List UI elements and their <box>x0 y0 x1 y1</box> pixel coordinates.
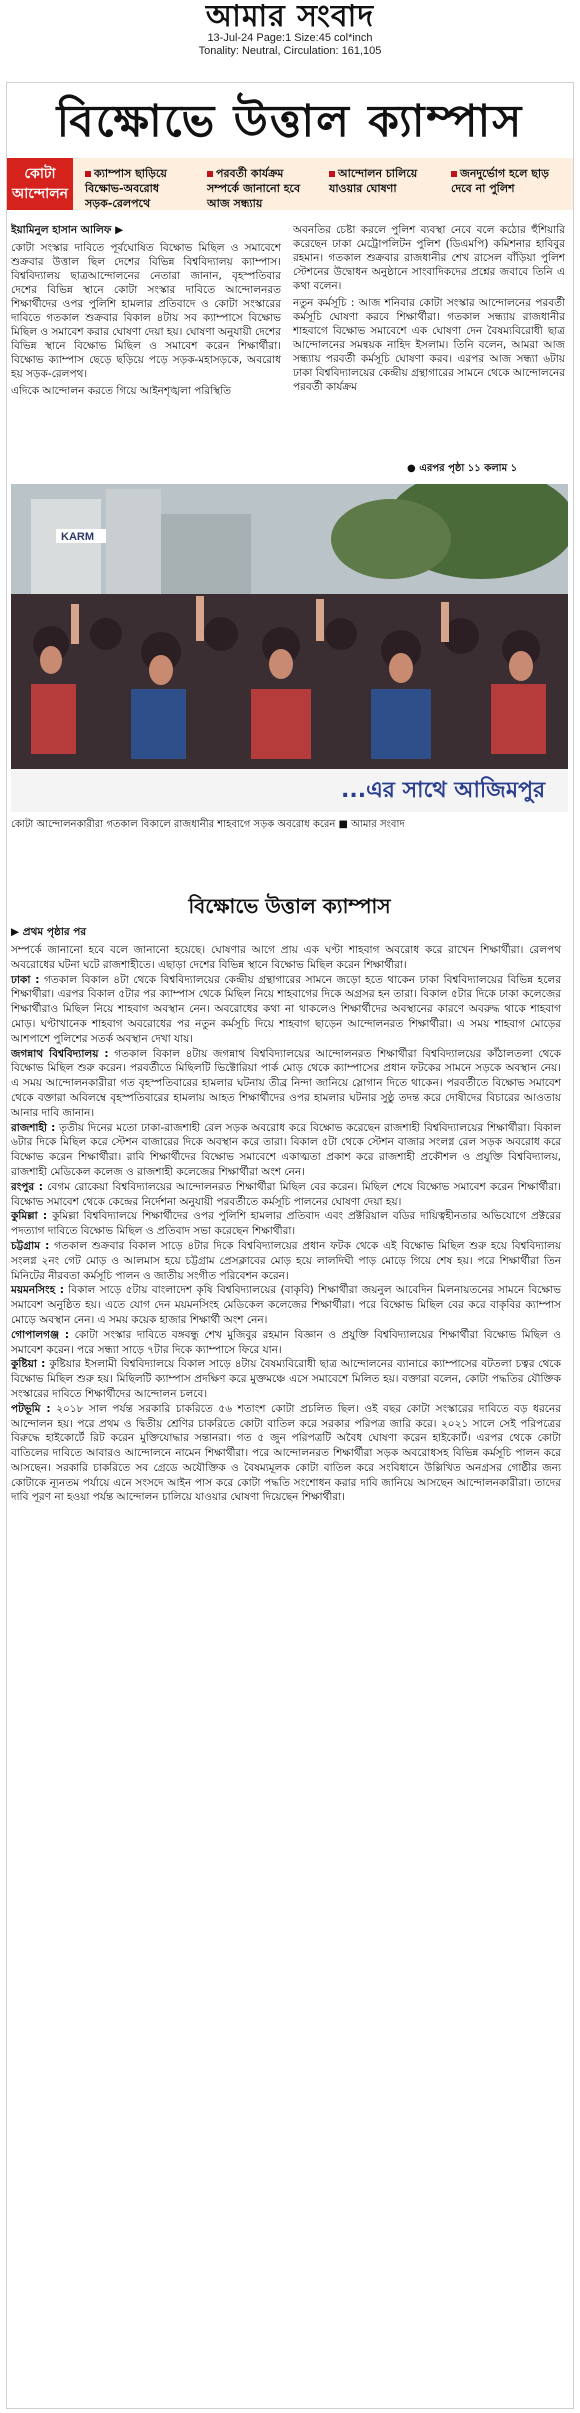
body-paragraph: রাজশাহী : তৃতীয় দিনের মতো ঢাকা-রাজশাহী রেল সড়ক অবরোধ করে বিক্ষোভ করেছেন রাজশাহী বিশ্ববিদ্যালয়ের শিক্ষার্থীরা। বিকাল ৬টার দিকে মিছিল করে স্টেশন বাজারের দিকে অবস্থান করে তারা। বিকাল ৫টা থেকে স্টেশন বাজার সংলগ্ন রেল সড়ক অবরোধ করে বিক্ষোভ করেন শিক্ষার্থীরা। রাবি শিক্ষার্থীদের বিক্ষোভ সমাবেশে একাত্মতা প্রকাশ করে রাজশাহী প্রকৌশল ও প্রযুক্তি বিশ্ববিদ্যালয়, রাজশাহী মেডিকেল কলেজ ও রাজশাহী কলেজের শিক্ষার্থীরা অংশ নেন। <box>11 1121 561 1178</box>
bullet-square-icon <box>85 171 91 177</box>
photo-banner-text: ...এর সাথে আজিমপুর <box>341 778 546 803</box>
continued-marker: ● এরপর পৃষ্ঠা ১১ কলাম ১ <box>407 463 518 474</box>
body-paragraph: রংপুর : বেগম রোকেয়া বিশ্ববিদ্যালয়ের আন্দোলনরত শিক্ষার্থীরা মিছিল বের করেন। মিছিল শেষে বিক্ষোভ সমাবেশ করেন শিক্ষার্থীরা। বিক্ষোভ সমাবেশ থেকে কেন্দ্রের নির্দেশনা অনুযায়ী পরবর্তীতে কর্মসূচি পালনের ঘোষণা দেয়া হয়। <box>11 1180 561 1208</box>
continuation-kicker: ▶ প্রথম পৃষ্ঠার পর <box>11 926 87 938</box>
protest-photo-illustration <box>11 484 568 812</box>
section-tag: কোটা আন্দোলন <box>7 158 73 210</box>
topic-item: ক্যাম্পাস ছাড়িয়ে বিক্ষোভ-অবরোধ সড়ক-রেলপথে <box>85 167 167 210</box>
body-paragraph: পটভূমি : ২০১৮ সাল পর্যন্ত সরকারি চাকরিতে ৫৬ শতাংশ কোটা প্রচলিত ছিল। ওই বছর কোটা সংস্কারের দাবিতে বড় ধরনের আন্দোলন হয়। পরে প্রথম ও দ্বিতীয় শ্রেণির চাকরিতে কোটা বাতিল করে সরকার পরিপত্র জারি করে। ২০২১ সালে সেই পরিপত্রের বিরুদ্ধে হাইকোর্টে রিট করেন মুক্তিযোদ্ধার সন্তানরা। গত ৫ জুন পরিপত্রটি অবৈধ ঘোষণা করেন হাইকোর্ট। এরপর থেকে কোটা বাতিলের দাবিতে আবারও আন্দোলনে নামেন শিক্ষার্থীরা। পরে আন্দোলনরত শিক্ষার্থীরা সড়ক অবরোধসহ বিভিন্ন কর্মসূচি পালন করে আসছেন। সরকারি চাকরিতে সব গ্রেডে অযৌক্তিক ও বৈষম্যমূলক কোটা বাতিল করে সংবিধানে উল্লিখিত অনগ্রসর গোষ্ঠীর জন্য কোটাকে ন্যূনতম পর্যায়ে এনে সংসদে আইন পাস করে কোটা পদ্ধতি সংশোধন করার দাবি জানিয়ে আসছেন আন্দোলনকারীরা। তাদের দাবি পূরণ না হওয়া পর্যন্ত আন্দোলন চালিয়ে যাওয়ার ঘোষণা দিয়েছেন শিক্ষার্থীরা। <box>11 1402 561 1504</box>
bullet-square-icon <box>451 171 457 177</box>
continuation-body <box>11 943 561 1505</box>
body-paragraph: কুষ্টিয়া : কুষ্টিয়ার ইসলামী বিশ্ববিদ্যালয়ে বিকাল সাড়ে ৪টায় বৈষম্যবিরোধী ছাত্র আন্দোলনের ব্যানারে ক্যাম্পাসের বটতলা চত্বর থেকে বিক্ষোভ মিছিল শুরু হয়। মিছিলটি ক্যাম্পাস প্রদক্ষিণ করে মুক্তমঞ্চে এসে সমাবেশে মিলিত হয়। বক্তারা বলেন, কোটা পদ্ধতির যৌক্তিক সংস্কারের দাবিতে শিক্ষার্থীদের আন্দোলন চলবে। <box>11 1358 562 1400</box>
masthead <box>0 0 580 60</box>
topic-strip <box>7 158 573 210</box>
bullet-square-icon <box>329 171 335 177</box>
bullet-square-icon <box>207 171 213 177</box>
protest-photo <box>11 484 568 812</box>
photo-sign-text: KARM <box>61 531 94 543</box>
continuation-headline: বিক্ষোভে উত্তাল ক্যাম্পাস <box>188 894 391 918</box>
byline: ইয়ামিনুল হাসান আলিফ ▶ <box>11 224 124 236</box>
topic-item: পরবর্তী কার্যক্রম সম্পর্কে জানানো হবে আজ সন্ধ্যায় <box>207 167 301 210</box>
body-paragraph: ময়মনসিংহ : বিকাল সাড়ে ৫টায় বাংলাদেশ কৃষি বিশ্ববিদ্যালয়ের (বাকৃবি) শিক্ষার্থীরা জয়নুল আবেদিন মিলনায়তনের সামনে বিক্ষোভ সমাবেশ অনুষ্ঠিত হয়। এতে যোগ দেন ময়মনসিংহ মেডিকেল কলেজের শিক্ষার্থীরা। পরে বিক্ষোভ মিছিল বের করে বাকৃবির ক্যাম্পাস মোড়ে অবস্থান নেন। এ সময় কয়েক হাজার শিক্ষার্থী অংশ নেন। <box>11 1284 561 1326</box>
main-headline: বিক্ষোভে উত্তাল ক্যাম্পাস <box>56 96 524 147</box>
clip-meta-tonality: Tonality: Neutral, Circulation: 161,105 <box>198 45 382 57</box>
topic-item: জনদুর্ভোগ হলে ছাড় দেবে না পুলিশ <box>451 167 549 195</box>
body-paragraph: সম্পর্কে জানানো হবে বলে জানানো হয়েছে। ঘোষণার আগে প্রায় এক ঘণ্টা শাহবাগ অবরোধ করে রাখেন শিক্ষার্থীরা। রেলপথ অবরোধের ঘটনা ঘটে রাজশাহীতে। এছাড়া দেশের বিভিন্ন স্থানে বিক্ষোভ মিছিল করেন শিক্ষার্থীরা। <box>11 944 561 971</box>
body-paragraph: জগন্নাথ বিশ্ববিদ্যালয় : গতকাল বিকাল ৪টায় জগন্নাথ বিশ্ববিদ্যালয়ের আন্দোলনরত শিক্ষার্থীরা বিশ্ববিদ্যালয়ের কাঁঠালতলা থেকে বিক্ষোভ মিছিল শুরু করেন। পরবর্তীতে মিছিলটি ভিক্টোরিয়া পার্ক মোড় থেকে ক্যাম্পাসের প্রধান ফটকের সামনে সড়কে অবস্থান নেয়। এ সময় আন্দোলনকারীরা গত বৃহস্পতিবারের হামলার ঘটনায় তীব্র নিন্দা জানিয়ে স্লোগান দিতে থাকেন। পরবর্তীতে বিক্ষোভ সমাবেশ থেকে বক্তারা অবিলম্বে বৃহস্পতিবারের হামলায় আহত শিক্ষার্থীদের ওপর হামলার ঘটনার সুষ্ঠু তদন্ত করে দোষীদের বিচারের আওতায় আনার দাবি জানান। <box>11 1047 562 1119</box>
newspaper-name: আমার সংবাদ <box>205 0 375 34</box>
news-clipping <box>6 82 574 2409</box>
lead-paragraph: কোটা সংস্কার দাবিতে পূর্বঘোষিত বিক্ষোভ মিছিল ও সমাবেশে শুক্রবার উত্তাল ছিল দেশের বিভিন্ন বিশ্ববিদ্যালয় ক্যাম্পাস। বিশ্ববিদ্যালয় ছাত্রআন্দোলনের নেতারা জানান, বৃহস্পতিবার দেশের বিভিন্ন স্থানে কোটা সংস্কার দাবিতে আন্দোলনরত শিক্ষার্থীদের ওপর পুলিশি হামলার প্রতিবাদে ও কোটা সংস্কারের দাবিতে গতকাল শুক্রবার বিকাল ৪টায় সব ক্যাম্পাসে বিক্ষোভ মিছিল ও সমাবেশ করার ঘোষণা দেয়া হয়। ঘোষণা অনুযায়ী দেশের বিভিন্ন স্থানে বিক্ষোভ মিছিল ও সমাবেশ করেন শিক্ষার্থীরা। বিক্ষোভ ক্যাম্পাস ছেড়ে ছড়িয়ে পড়ে সড়ক-মহাসড়কে, অবরোধ হয় সড়ক-রেলপথ। <box>11 242 281 380</box>
lead-paragraph: নতুন কর্মসূচি : আজ শনিবার কোটা সংস্কার আন্দোলনের পরবর্তী কর্মসূচি ঘোষণা করবে শিক্ষার্থীরা। গতকাল সন্ধ্যায় রাজধানীর শাহবাগে বিক্ষোভ সমাবেশে এক ঘোষণা দেন বৈষম্যবিরোধী ছাত্র আন্দোলনের সমন্বয়ক নাহিদ ইসলাম। তিনি বলেন, আমরা আজ সন্ধ্যায় পরবর্তী কর্মসূচি ঘোষণা করব। এরপর আজ সন্ধ্যা ৬টায় ঢাকা বিশ্ববিদ্যালয়ের কেন্দ্রীয় গ্রন্থাগারের সামনে থেকে আন্দোলনের পরবর্তী কার্যক্রম <box>293 297 565 393</box>
lead-paragraph: এদিকে আন্দোলন করতে গিয়ে আইনশৃঙ্খলা পরিস্থিতি <box>11 385 231 397</box>
clip-meta-date: 13-Jul-24 Page:1 Size:45 col*inch <box>207 32 373 44</box>
photo-caption: কোটা আন্দোলনকারীরা গতকাল বিকালে রাজধানীর শাহবাগে সড়ক অবরোধ করেন ■ আমার সংবাদ <box>11 819 405 830</box>
body-paragraph: চট্টগ্রাম : গতকাল শুক্রবার বিকাল সাড়ে ৪টার দিকে বিশ্ববিদ্যালয়ের প্রধান ফটক থেকে এই বিক্ষোভ মিছিল শুরু হয়ে বিশ্ববিদ্যালয় সংলগ্ন ২নং গেট মোড় ও আলমাস হয়ে চট্টগ্রাম প্রেসক্লাবের মোড় হয়ে লালদিঘী পাড় মোড়ে গিয়ে শেষ হয়। পরে শিক্ষার্থীরা তিন মিনিটের নীরবতা কর্মসূচি পালন ও জাতীয় সংগীত পরিবেশন করেন। <box>11 1239 562 1282</box>
body-paragraph: কুমিল্লা : কুমিল্লা বিশ্ববিদ্যালয়ে শিক্ষার্থীদের ওপর পুলিশি হামলার প্রতিবাদ এবং প্রক্টরিয়াল বডির দায়িত্বহীনতার অভিযোগে প্রক্টরের পদত্যাগ দাবিতে বিক্ষোভ মিছিল ও প্রতিবাদ সভা করেছেন শিক্ষার্থীরা। <box>11 1210 561 1238</box>
lead-paragraph: অবনতির চেষ্টা করলে পুলিশ ব্যবস্থা নেবে বলে কঠোর হুঁশিয়ারি করেছেন ঢাকা মেট্রোপলিটন পুলিশ (ডিএমপি) কমিশনার হাবিবুর রহমান। গতকাল শুক্রবার রাজধানীর শেখ রাসেল বাঁড়িয়া পুলিশ স্টেশনের উদ্বোধন অনুষ্ঠানে সাংবাদিকদের প্রশ্নের জবাবে তিনি এ কথা বলেন। <box>293 224 565 292</box>
topic-item: আন্দোলন চালিয়ে যাওয়ার ঘোষণা <box>329 167 418 195</box>
body-paragraph: ঢাকা : গতকাল বিকাল ৪টা থেকে বিশ্ববিদ্যালয়ের কেন্দ্রীয় গ্রন্থাগারের সামনে জড়ো হতে থাকেন ঢাকা বিশ্ববিদ্যালয়ের বিভিন্ন হলের শিক্ষার্থীরা। এরপর বিকাল ৫টার পর ক্যাম্পাস থেকে মিছিল নিয়ে শাহবাগের দিকে অগ্রসর হন তারা। বিকাল ৫টার দিকে ঢাকা কলেজের শিক্ষার্থীরাও মিছিল নিয়ে শাহবাগ অবস্থান নেন। অবরোধের কথা না থাকলেও শিক্ষার্থীদের অবস্থানের কারণে অবরুদ্ধ থাকে শাহবাগ মোড়। ঘণ্টাখানেক শাহবাগ অবরোধের পর নতুন কর্মসূচি দিয়ে শাহবাগ ছাড়েন আন্দোলনরত শিক্ষার্থীরা। এ সময় শাহবাগ মোড়ের আশপাশে পুলিশের সতর্ক অবস্থান দেখা যায়। <box>11 973 562 1045</box>
body-paragraph: গোপালগঞ্জ : কোটা সংস্কার দাবিতে বঙ্গবন্ধু শেখ মুজিবুর রহমান বিজ্ঞান ও প্রযুক্তি বিশ্ববিদ্যালয়ের শিক্ষার্থীরা বিক্ষোভ মিছিল ও সমাবেশ করেন। পরে সন্ধ্যা সাড়ে ৭টার দিকে ক্যাম্পাসে ফিরে যান। <box>11 1328 561 1356</box>
lead-column-right <box>293 223 565 459</box>
lead-column-left <box>11 223 281 473</box>
